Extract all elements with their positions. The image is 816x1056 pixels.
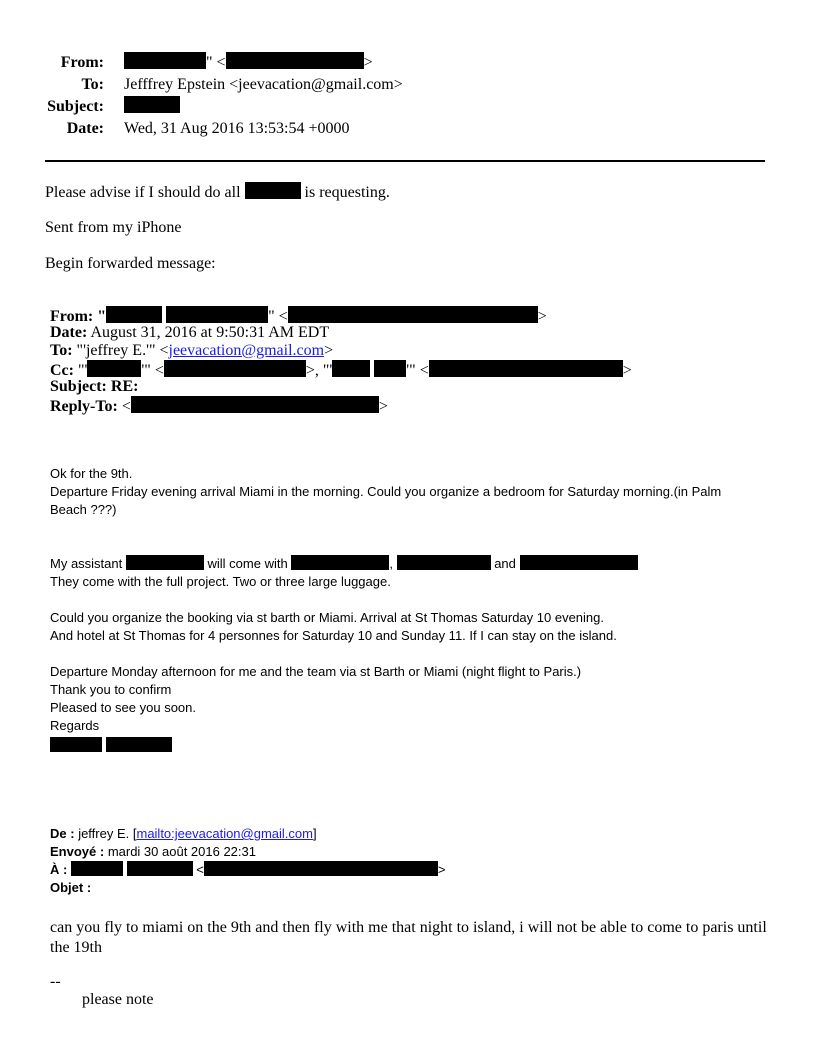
body-line-forwarded: Begin forwarded message: bbox=[45, 255, 216, 272]
msg-text: and bbox=[494, 556, 516, 571]
header-subject-value bbox=[124, 96, 180, 118]
redaction bbox=[245, 182, 301, 199]
redaction bbox=[127, 861, 193, 876]
fwd-subject-label: Subject: bbox=[50, 378, 107, 395]
body-text: Please advise if I should do all bbox=[45, 184, 241, 201]
redaction bbox=[106, 737, 172, 752]
msg-line: Pleased to see you soon. bbox=[50, 700, 196, 715]
fr-de-row: De : jeffrey E. [mailto:jeevacation@gmail.com] bbox=[50, 826, 317, 841]
msg-line: Could you organize the booking via st barth or Miami. Arrival at St Thomas Saturday 10 evening. bbox=[50, 610, 604, 625]
body-line-sent-from: Sent from my iPhone bbox=[45, 219, 182, 236]
msg-line: They come with the full project. Two or three large luggage. bbox=[50, 574, 391, 589]
fwd-cc-label: Cc: bbox=[50, 362, 74, 379]
msg-line-assistant: My assistant will come with , and bbox=[50, 555, 638, 573]
msg-signature-redacted bbox=[50, 737, 172, 755]
header-from-row bbox=[0, 52, 800, 74]
fr-objet-row bbox=[50, 879, 91, 897]
fr-de-label: De : bbox=[50, 826, 75, 841]
redaction bbox=[71, 861, 123, 876]
fr-envoye-row bbox=[50, 843, 256, 861]
fwd-date-row bbox=[50, 324, 329, 342]
header-date-value: Wed, 31 Aug 2016 13:53:54 +0000 bbox=[124, 120, 350, 137]
redaction bbox=[429, 360, 623, 377]
header-subject-row bbox=[0, 96, 800, 118]
fr-mailto-link[interactable]: mailto:jeevacation@gmail.com bbox=[136, 826, 313, 841]
fr-objet-label: Objet : bbox=[50, 880, 92, 895]
redaction bbox=[291, 555, 389, 570]
fr-envoye-value: mardi 30 août 2016 22:31 bbox=[107, 844, 256, 859]
msg-line: Ok for the 9th. bbox=[50, 466, 133, 481]
fwd-to-email-link[interactable]: jeevacation@gmail.com bbox=[168, 342, 325, 359]
header-divider bbox=[45, 160, 765, 162]
redaction bbox=[397, 555, 491, 570]
fwd-date-label: Date: bbox=[50, 324, 88, 341]
msg-text: My assistant bbox=[50, 556, 123, 571]
msg-line: Departure Friday evening arrival Miami in the morning. Could you organize a bedroom for Saturday morning.(in Palm bbox=[50, 484, 722, 499]
fr-a-label: À : bbox=[50, 862, 68, 877]
body-line-advise bbox=[45, 182, 390, 203]
fr-a-row: À : < > bbox=[50, 862, 446, 877]
redaction bbox=[164, 360, 306, 377]
redaction bbox=[166, 306, 268, 323]
signature-text: please note bbox=[82, 991, 154, 1008]
fr-de-value: jeffrey E. [ bbox=[78, 826, 137, 841]
fwd-replyto-row: Reply-To: < > bbox=[50, 398, 388, 415]
fwd-to-label: To: bbox=[50, 342, 73, 359]
header-date-label: Date: bbox=[66, 120, 104, 137]
fwd-from-row: From: " " < > bbox=[50, 308, 547, 325]
redaction bbox=[226, 52, 364, 69]
redaction bbox=[87, 360, 141, 377]
fwd-to-name: "'jeffrey E.'" < bbox=[76, 342, 169, 359]
header-from-label: From: bbox=[60, 54, 104, 71]
redaction bbox=[332, 360, 370, 377]
msg-text: will come with bbox=[207, 556, 288, 571]
fwd-cc-row: Cc: "' '" < >, "' '" < > bbox=[50, 362, 632, 379]
redaction bbox=[126, 555, 204, 570]
final-message: can you fly to miami on the 9th and then fly with me that night to island, i will not be able to come to paris until the 19th bbox=[50, 919, 767, 956]
fwd-date-value: August 31, 2016 at 9:50:31 AM EDT bbox=[90, 324, 330, 341]
msg-line: And hotel at St Thomas for 4 personnes for Saturday 10 and Sunday 11. If I can stay on the island. bbox=[50, 628, 617, 643]
header-date-row bbox=[0, 118, 800, 140]
redaction bbox=[124, 96, 180, 113]
redaction bbox=[204, 861, 438, 876]
redaction bbox=[374, 360, 406, 377]
fwd-subject-row bbox=[50, 378, 138, 396]
msg-line: Departure Monday afternoon for me and the team via st Barth or Miami (night flight to Paris.) bbox=[50, 664, 582, 679]
fr-envoye-label: Envoyé : bbox=[50, 844, 105, 859]
redaction bbox=[106, 306, 162, 323]
msg-line: Beach ???) bbox=[50, 502, 117, 517]
redaction bbox=[288, 306, 538, 323]
fwd-replyto-label: Reply-To: bbox=[50, 398, 118, 415]
redaction bbox=[131, 396, 379, 413]
redaction bbox=[520, 555, 638, 570]
redaction bbox=[50, 737, 102, 752]
header-from-value: " < > bbox=[124, 52, 373, 74]
header-to-value: Jefffrey Epstein <jeevacation@gmail.com> bbox=[124, 76, 403, 93]
header-to-label: To: bbox=[81, 76, 104, 93]
header-subject-label: Subject: bbox=[47, 98, 104, 115]
msg-line: Thank you to confirm bbox=[50, 682, 172, 697]
fwd-subject-value: RE: bbox=[110, 378, 139, 395]
header-to-row bbox=[0, 74, 800, 96]
body-text: is requesting. bbox=[304, 184, 390, 201]
signature-separator: -- bbox=[50, 973, 61, 990]
fwd-from-label: From: bbox=[50, 308, 94, 325]
fwd-to-row: To: "'jeffrey E.'" <jeevacation@gmail.com> bbox=[50, 342, 334, 359]
msg-line: Regards bbox=[50, 718, 100, 733]
redaction bbox=[124, 52, 206, 69]
